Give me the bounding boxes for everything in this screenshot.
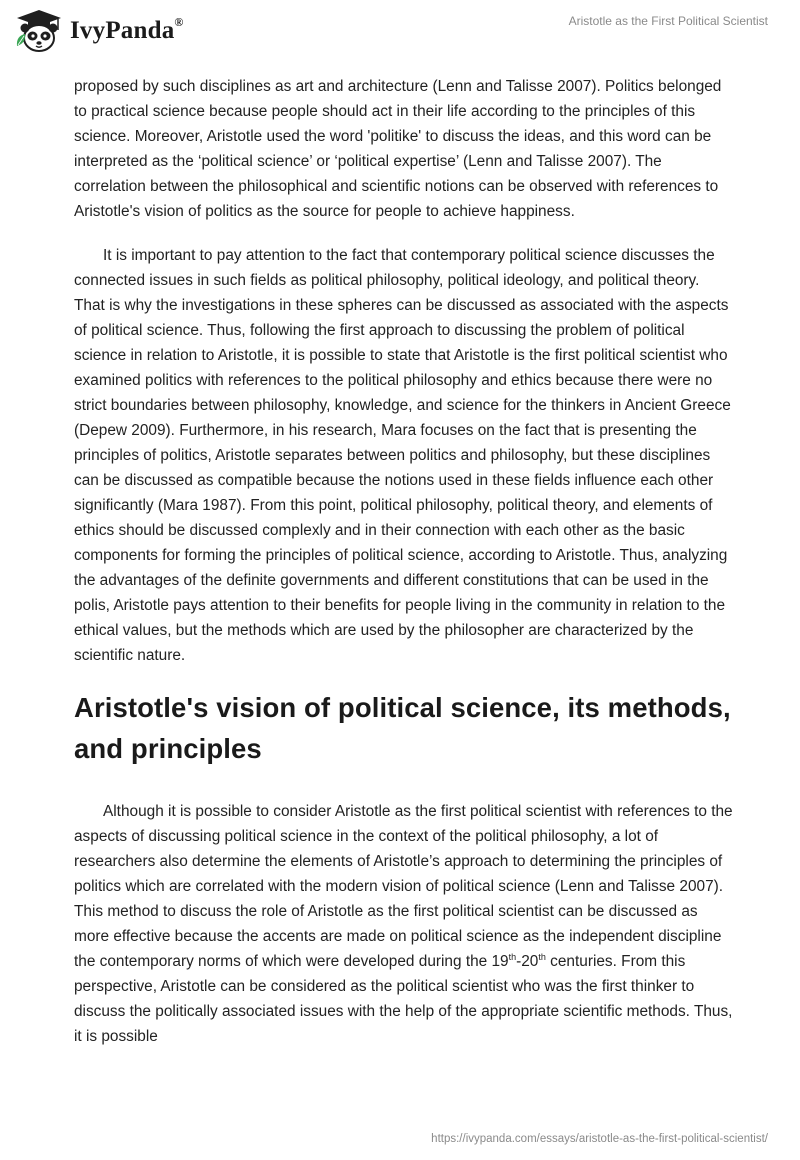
body-paragraph-1: proposed by such disciplines as art and architecture (Lenn and Talisse 2007). Politics belonged to practical science because people should act in their life according to the principles of this science. Moreover, Aristotle used the word 'politike' to discuss the ideas, and this word can be interpreted as the ‘political science’ or ‘political expertise’ (Lenn and Talisse 2007). The correlation between the philosophical and scientific notions can be observed with references to Aristotle's vision of politics as the source for people to achieve happiness. (74, 78, 722, 220)
ivypanda-logo[interactable] (14, 7, 184, 55)
page-header (0, 0, 800, 62)
source-url-link[interactable]: https://ivypanda.com/essays/aristotle-as-the-first-political-scientist/ (431, 1133, 768, 1145)
panda-graduate-icon (14, 8, 64, 54)
section-heading: Aristotle's vision of political science, its methods, and principles (74, 692, 731, 764)
brand-name: IvyPanda® (70, 15, 184, 44)
document-title: Aristotle as the First Political Scientist (568, 14, 768, 28)
body-paragraph-3: Although it is possible to consider Aristotle as the first political scientist with references to the aspects of discussing political science in the context of the political philosophy, a lot of researchers also determine the elements of Aristotle’s approach to determining the principles of politics which are correlated with the modern vision of political science (Lenn and Talisse 2007). This method to discuss the role of Aristotle as the first political scientist can be discussed as more effective because the accents are made on political science as the independent discipline the contemporary norms of which were developed during the 19th-20th centuries. From this perspective, Aristotle can be considered as the political scientist who was the first thinker to discuss the politically associated issues with the help of the appropriate scientific methods. Thus, it is possible (74, 803, 733, 1045)
trademark-symbol: ® (174, 15, 184, 29)
essay-content (74, 74, 734, 1068)
superscript-th: th (508, 951, 517, 962)
superscript-th: th (538, 951, 546, 962)
body-paragraph-2: It is important to pay attention to the fact that contemporary political science discusses the connected issues in such fields as political philosophy, political ideology, and political theory. That is why the investigations in these spheres can be discussed as associated with the aspects of political science. Thus, following the first approach to discussing the problem of political science in relation to Aristotle, it is possible to state that Aristotle is the first political scientist who examined politics with references to the political philosophy and ethics because there were no strict boundaries between philosophy, knowledge, and science for the thinkers in Ancient Greece (Depew 2009). Furthermore, in his research, Mara focuses on the fact that is presenting the principles of politics, Aristotle separates between politics and philosophy, but these disciplines can be discussed as compatible because the notions used in these fields influence each other significantly (Mara 1987). From this point, political philosophy, political theory, and elements of ethics should be discussed complexly and in their connection with each other as the basic components for forming the principles of political science, according to Aristotle. Thus, analyzing the advantages of the definite governments and different constitutions that can be used in the polis, Aristotle pays attention to their benefits for people living in the community in relation to the ethical values, but the methods which are used by the philosopher are characterized by the scientific nature. (74, 247, 731, 664)
